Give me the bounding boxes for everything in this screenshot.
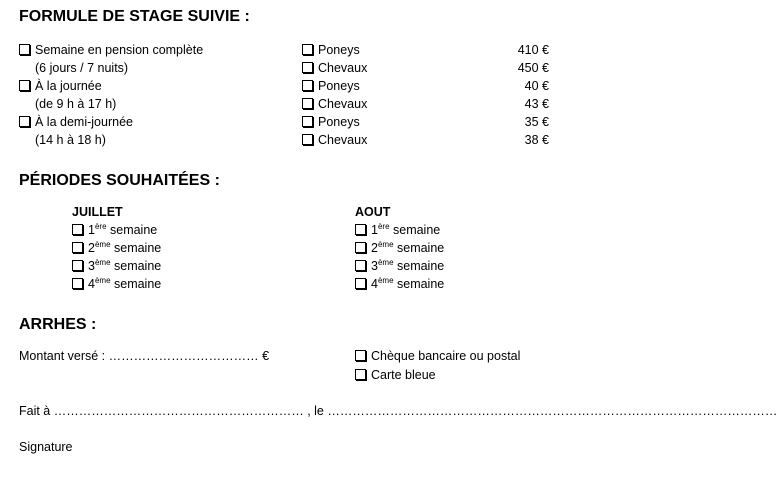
montant-verse-field[interactable]: Montant versé : ……………………………… € [19,349,270,363]
juillet-week: 3ème semaine [72,257,161,275]
payment-option-cheque: Chèque bancaire ou postal [355,347,520,365]
arrhes-title: ARRHES : [19,316,97,333]
checkbox-icon[interactable] [302,44,313,55]
aout-week: 4ème semaine [355,275,444,293]
aout-week: 1ère semaine [355,221,440,239]
row-price: 38 € [524,133,549,147]
checkbox-icon[interactable] [355,369,366,380]
row-animal: Chevaux [302,131,367,149]
checkbox-icon[interactable] [355,350,366,361]
checkbox-icon[interactable] [72,278,83,289]
checkbox-icon[interactable] [355,278,366,289]
checkbox-icon[interactable] [19,80,30,91]
fait-a-line[interactable]: Fait à …………………………………………………… , le ……………………………………………………………………………………………… [19,404,777,418]
checkbox-icon[interactable] [302,116,313,127]
option-pension: Semaine en pension complète [19,41,203,59]
periodes-title: PÉRIODES SOUHAITÉES : [19,172,220,189]
checkbox-icon[interactable] [355,260,366,271]
checkbox-icon[interactable] [19,116,30,127]
checkbox-icon[interactable] [72,260,83,271]
checkbox-icon[interactable] [355,224,366,235]
checkbox-icon[interactable] [302,134,313,145]
row-price: 40 € [524,79,549,93]
row-animal: Poneys [302,113,360,131]
row-animal: Chevaux [302,59,367,77]
formule-title: FORMULE DE STAGE SUIVIE : [19,8,250,25]
row-animal: Poneys [302,41,360,59]
signature-label: Signature [19,440,73,454]
row-animal: Chevaux [302,95,367,113]
checkbox-icon[interactable] [302,80,313,91]
row-price: 35 € [524,115,549,129]
checkbox-icon[interactable] [72,242,83,253]
checkbox-icon[interactable] [72,224,83,235]
aout-title: AOUT [355,205,391,219]
row-price: 410 € [517,43,549,57]
option-demi-journee-detail: (14 h à 18 h) [35,133,106,147]
row-animal: Poneys [302,77,360,95]
payment-option-carte: Carte bleue [355,366,436,384]
checkbox-icon[interactable] [302,62,313,73]
row-price: 43 € [524,97,549,111]
aout-week: 3ème semaine [355,257,444,275]
checkbox-icon[interactable] [19,44,30,55]
row-price: 450 € [517,61,549,75]
checkbox-icon[interactable] [302,98,313,109]
juillet-week: 2ème semaine [72,239,161,257]
option-demi-journee: À la demi-journée [19,113,133,131]
checkbox-icon[interactable] [355,242,366,253]
option-journee-detail: (de 9 h à 17 h) [35,97,117,111]
option-pension-detail: (6 jours / 7 nuits) [35,61,129,75]
aout-week: 2ème semaine [355,239,444,257]
option-journee: À la journée [19,77,102,95]
juillet-title: JUILLET [72,205,123,219]
juillet-week: 1ère semaine [72,221,157,239]
juillet-week: 4ème semaine [72,275,161,293]
